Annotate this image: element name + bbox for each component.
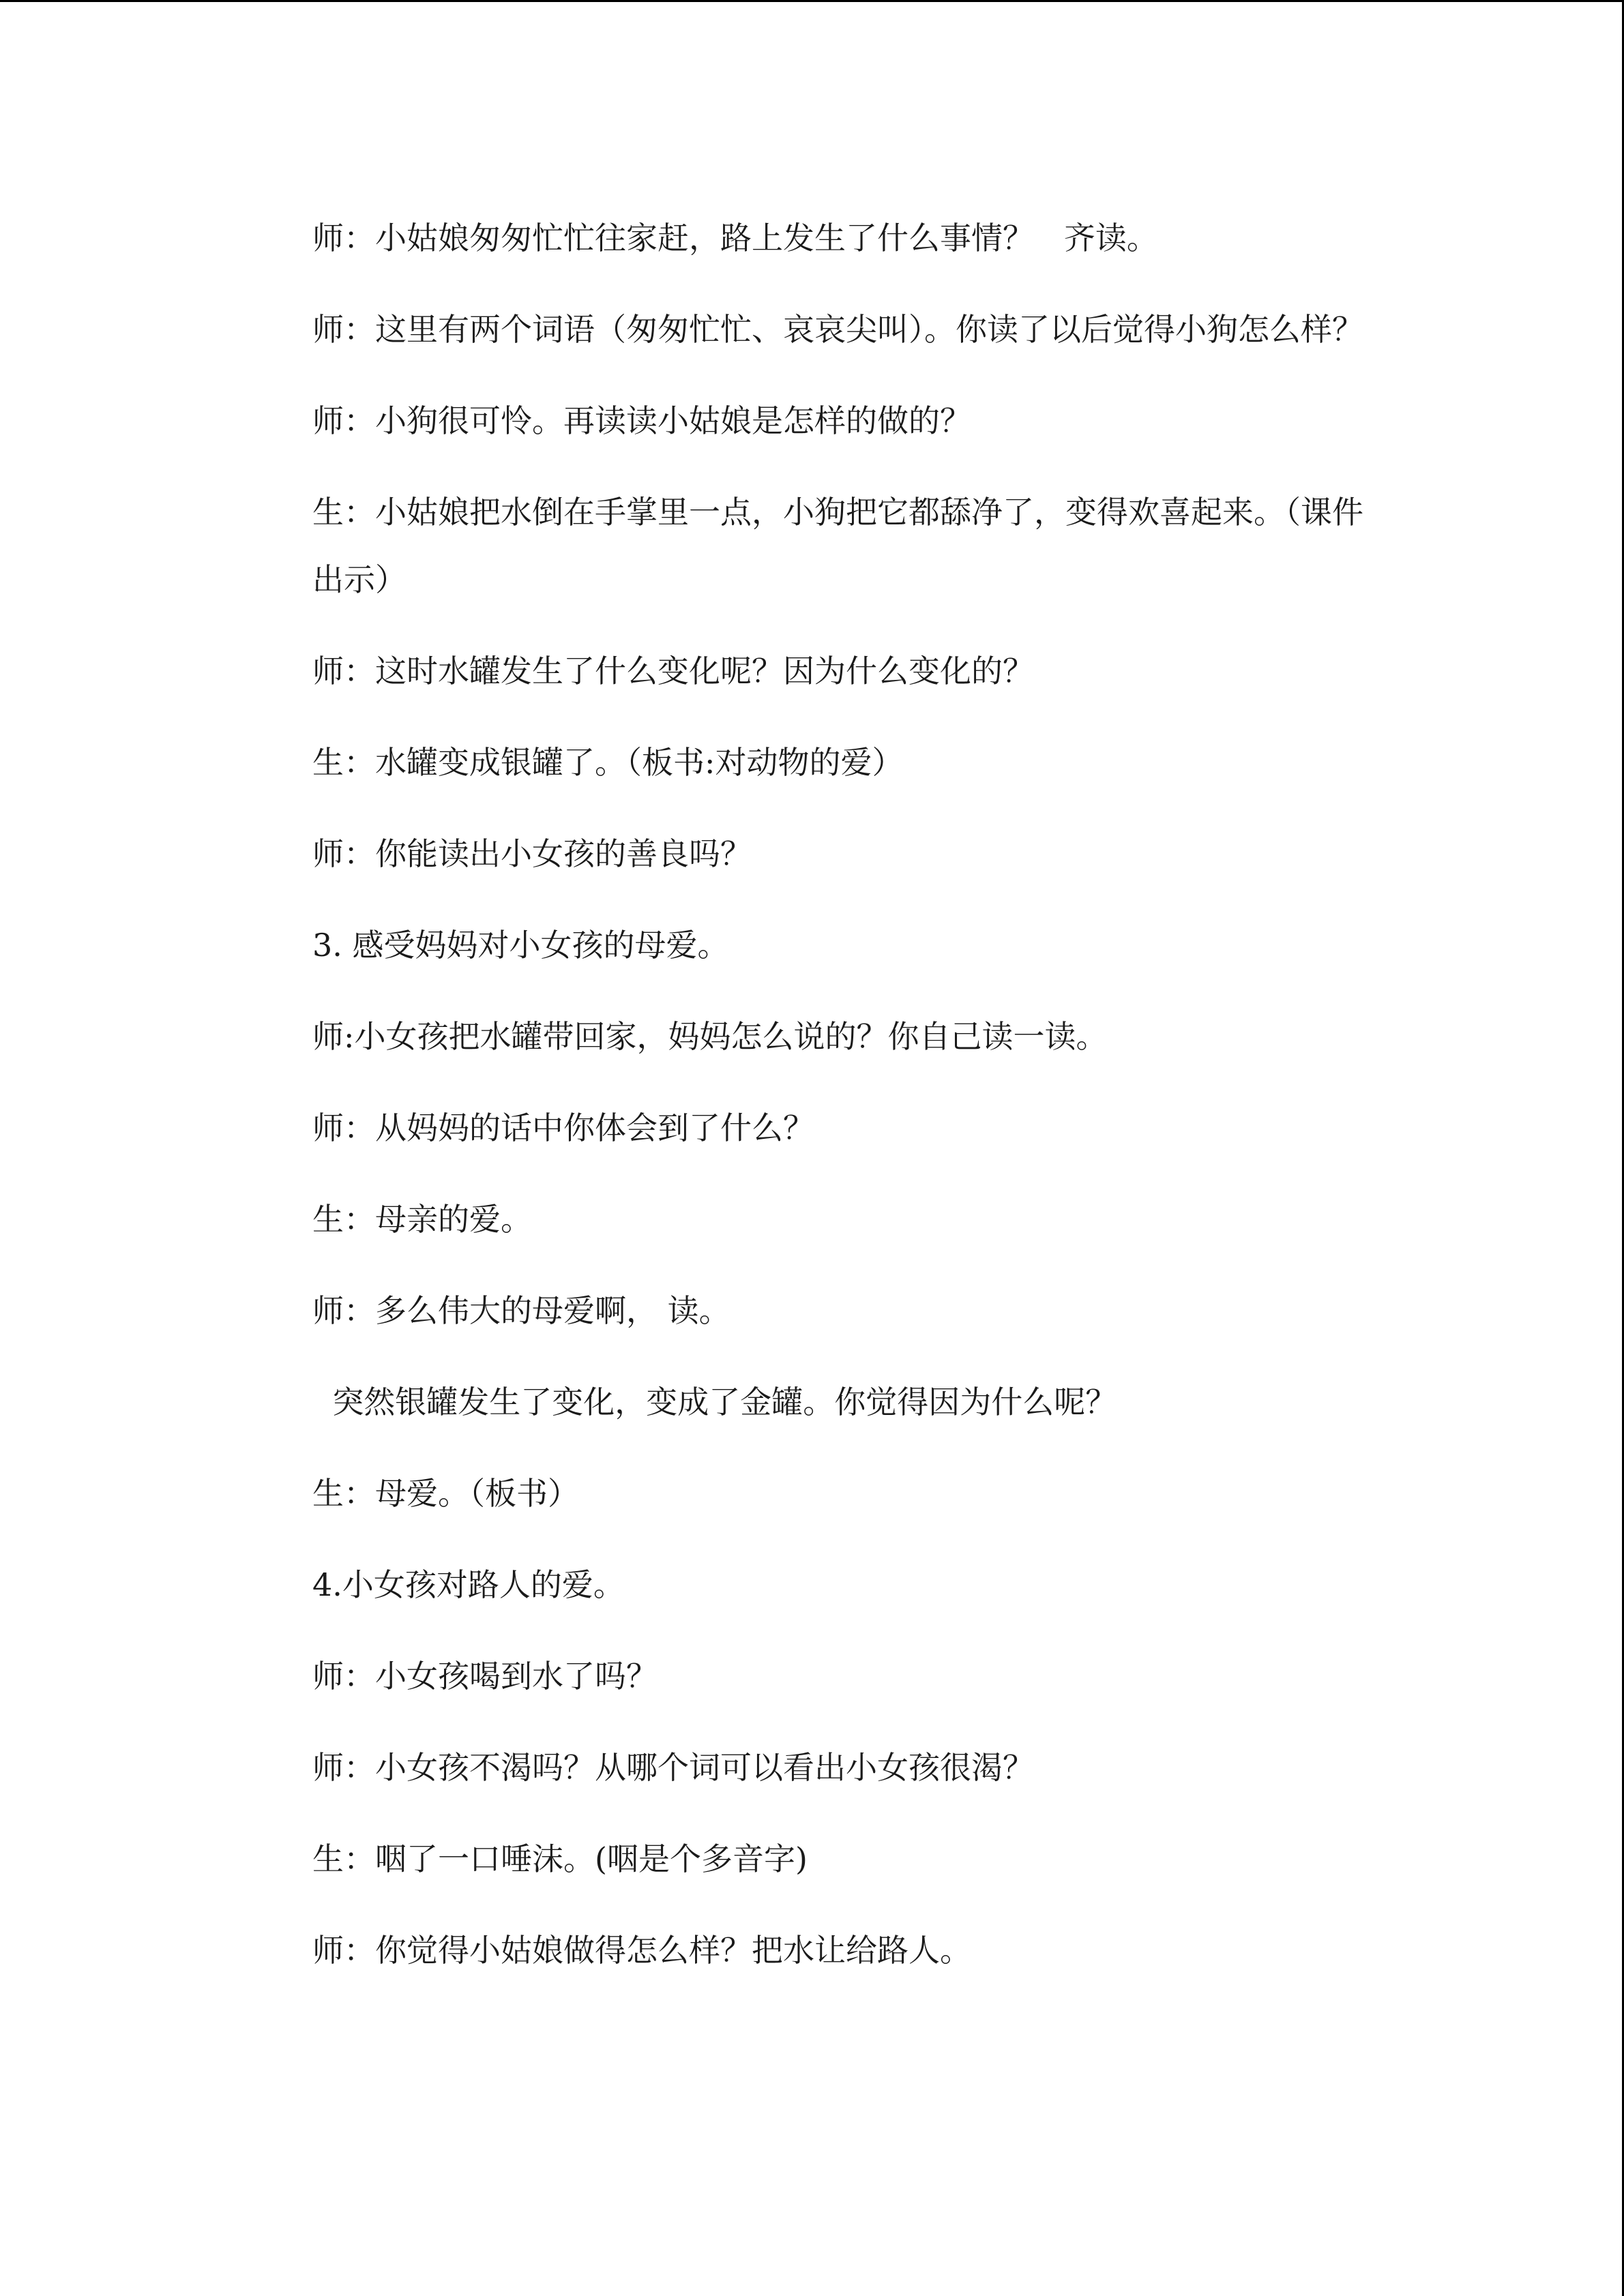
document-body [312,205,1376,1984]
paragraph-18: 生：咽了一口唾沫。(咽是个多音字) [312,1840,808,1877]
paragraph-2: 师：这里有两个词语（匆匆忙忙、哀哀尖叫）。你读了以后觉得小狗怎么样？ [312,311,1363,348]
paragraph-9: 师:小女孩把水罐带回家，妈妈怎么说的？你自己读一读。 [312,1018,1108,1055]
section-heading-3: 3. 感受妈妈对小女孩的母爱。 [312,927,729,964]
section-heading-4: 4.小女孩对路人的爱。 [312,1566,625,1603]
paragraph-14: 生：母爱。（板书） [312,1475,579,1512]
paragraph-5: 师：这时水罐发生了什么变化呢？因为什么变化的？ [312,653,1034,689]
paragraph-12: 师：多么伟大的母爱啊， 读。 [312,1292,730,1329]
page-top-border [0,0,1624,2]
paragraph-13: 突然银罐发生了变化，变成了金罐。你觉得因为什么呢？ [312,1384,1117,1420]
paragraph-16: 师：小女孩喝到水了吗？ [312,1658,658,1695]
paragraph-3: 师：小狗很可怜。再读读小姑娘是怎样的做的？ [312,402,971,439]
paragraph-19: 师：你觉得小姑娘做得怎么样？把水让给路人。 [312,1932,971,1969]
paragraph-10: 师：从妈妈的话中你体会到了什么？ [312,1109,814,1146]
paragraph-1: 师：小姑娘匆匆忙忙往家赶，路上发生了什么事情？ 齐读。 [312,220,1158,256]
paragraph-17: 师：小女孩不渴吗？从哪个词可以看出小女孩很渴？ [312,1749,1034,1786]
paragraph-6: 生：水罐变成银罐了。（板书:对动物的爱） [312,744,904,781]
paragraph-4: 生：小姑娘把水倒在手掌里一点，小狗把它都舔净了，变得欢喜起来。（课件出示） [312,494,1363,598]
paragraph-11: 生：母亲的爱。 [312,1201,532,1238]
paragraph-7: 师：你能读出小女孩的善良吗？ [312,835,752,872]
